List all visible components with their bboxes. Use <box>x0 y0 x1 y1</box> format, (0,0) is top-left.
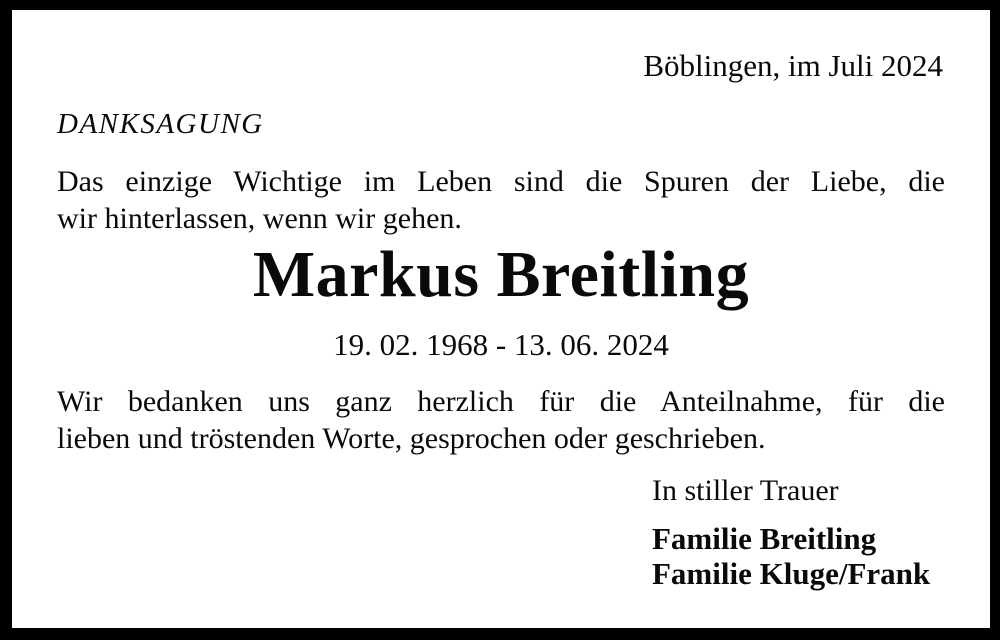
family-signatures <box>652 521 930 591</box>
thanks-paragraph <box>57 383 945 457</box>
thanks-line-2: lieben und tröstenden Worte, gesprochen oder geschrieben. <box>57 422 766 455</box>
obituary-card <box>12 10 990 628</box>
epigraph-line-1: Das einzige Wichtige im Leben sind die Spuren der Liebe, die <box>57 165 945 198</box>
dateline: Böblingen, im Juli 2024 <box>643 48 943 83</box>
epigraph-line-2: wir hinterlassen, wenn wir gehen. <box>57 202 462 235</box>
thanks-line-1: Wir bedanken uns ganz herzlich für die Anteilnahme, für die <box>57 385 945 418</box>
life-dates: 19. 02. 1968 - 13. 06. 2024 <box>333 327 669 362</box>
epigraph-paragraph <box>57 163 945 237</box>
deceased-name: Markus Breitling <box>252 238 750 311</box>
closing-salutation: In stiller Trauer <box>652 474 839 507</box>
family-signature-line: Familie Breitling <box>652 521 877 556</box>
closing-block <box>652 474 930 591</box>
family-signature-line: Familie Kluge/Frank <box>652 556 931 591</box>
notice-type-heading: DANKSAGUNG <box>57 108 264 140</box>
